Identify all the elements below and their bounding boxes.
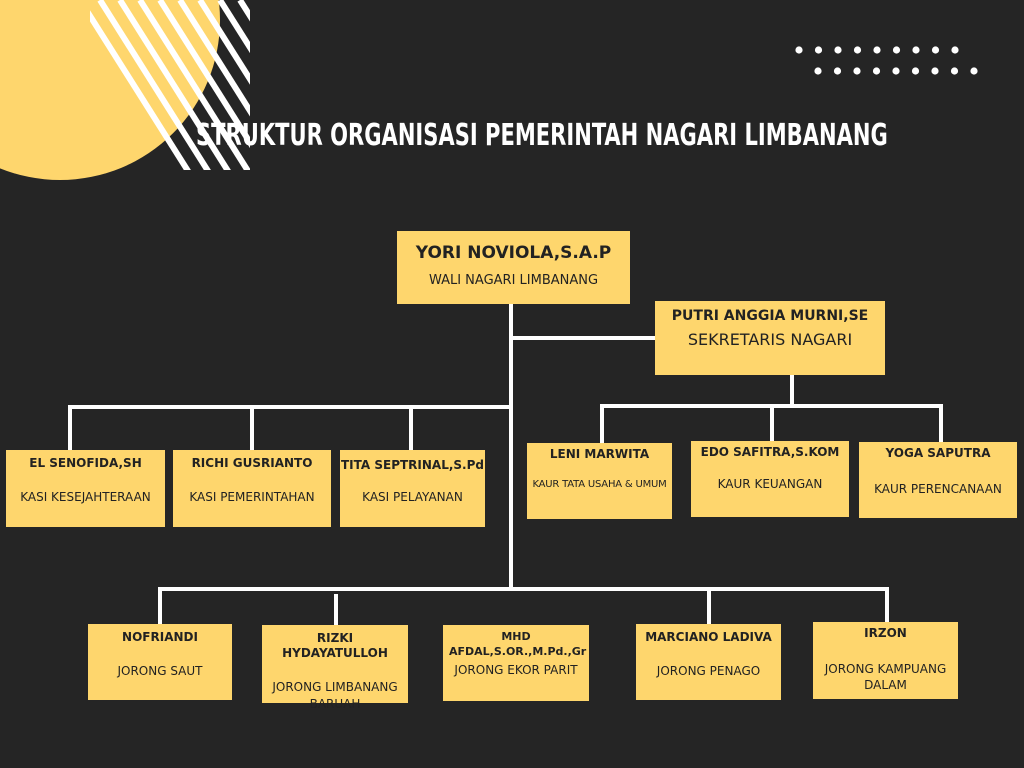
yellow-circle-decoration [0,0,220,180]
dot [834,67,841,74]
connector-kaur-drop-3 [939,404,943,444]
jorong-box-3 [443,625,589,701]
dot [951,46,958,53]
jorong-position-5: JORONG KAMPUANG DALAM [824,662,947,692]
dot-pattern-decoration [795,46,977,74]
connector-kaur-drop-2 [770,404,774,444]
dot [873,67,880,74]
dot [932,46,939,53]
kaur-position-3: KAUR PERENCANAAN [874,482,1002,496]
jorong-position-1: JORONG SAUT [117,664,203,678]
kaur-box-1 [527,443,672,519]
dot [951,67,958,74]
kasi-name-1: EL SENOFIDA,SH [29,456,142,470]
stripe-line [240,0,360,190]
kasi-name-2: RICHI GUSRIANTO [191,456,313,470]
connector-jorong-drop-4 [707,587,711,625]
jorong-name-1: NOFRIANDI [122,630,198,644]
kasi-box-2 [173,450,331,527]
dot [873,46,880,53]
dot [834,46,841,53]
dot [795,46,802,53]
jorong-box-4 [636,624,781,700]
kasi-box-3 [340,450,485,527]
kaur-position-2: KAUR KEUANGAN [717,477,823,491]
secretary-name: PUTRI ANGGIA MURNI,SE [671,308,869,324]
kasi-position-2: KASI PEMERINTAHAN [189,490,315,504]
kasi-name-3: TITA SEPTRINAL,S.Pd [340,458,484,472]
jorong-name-3: MHD AFDAL,S.OR.,M.Pd.,Gr [449,630,587,658]
jorong-position-4: JORONG PENAGO [656,664,761,678]
head-box [397,231,630,304]
kaur-box-2 [691,441,849,517]
dot [912,67,919,74]
connector-secretary-down [790,374,794,407]
dot [815,46,822,53]
connector-kasi-horizontal [68,405,511,409]
connector-main-vertical [509,303,513,591]
connector-secretary-branch [511,336,657,340]
connector-kaur-drop-1 [600,404,604,444]
jorong-name-4: MARCIANO LADIVA [645,630,772,644]
kaur-box-3 [859,442,1017,518]
secretary-position: SEKRETARIS NAGARI [687,330,853,349]
dot [814,67,821,74]
jorong-position-2: JORONG LIMBANANG BARUAH [272,680,398,711]
connector-kasi-drop-1 [68,405,72,451]
page-title: STRUKTUR ORGANISASI PEMERINTAH NAGARI LIMBANANG [196,118,888,153]
stripe-line [260,0,380,190]
kaur-name-2: EDO SAFITRA,S.KOM [700,445,840,459]
dot [893,46,900,53]
kaur-name-3: YOGA SAPUTRA [885,446,991,460]
jorong-box-5 [813,622,958,699]
kasi-position-1: KASI KESEJAHTERAAN [20,490,151,504]
dot [970,67,977,74]
dot [912,46,919,53]
jorong-position-3: JORONG EKOR PARIT [454,663,578,677]
secretary-box [655,301,885,375]
head-name: YORI NOVIOLA,S.A.P [415,243,612,263]
head-position: WALI NAGARI LIMBANANG [428,273,599,288]
kasi-box-1 [6,450,165,527]
dot [892,67,899,74]
kasi-position-3: KASI PELAYANAN [362,490,463,504]
dot [854,46,861,53]
connector-jorong-drop-1 [158,587,162,625]
jorong-name-5: IRZON [864,626,907,640]
kaur-name-1: LENI MARWITA [549,447,650,461]
connector-jorong-drop-5 [885,587,889,623]
connector-kasi-drop-3 [409,405,413,451]
connector-kasi-drop-2 [250,405,254,451]
jorong-box-2 [262,625,408,711]
jorong-name-2: RIZKI HYDAYATULLOH [282,631,388,660]
connector-jorong-drop-2 [334,594,338,626]
dot [931,67,938,74]
jorong-box-1 [88,624,232,700]
dot [853,67,860,74]
kaur-position-1: KAUR TATA USAHA & UMUM [532,479,667,490]
connector-jorong-horizontal [158,587,889,591]
